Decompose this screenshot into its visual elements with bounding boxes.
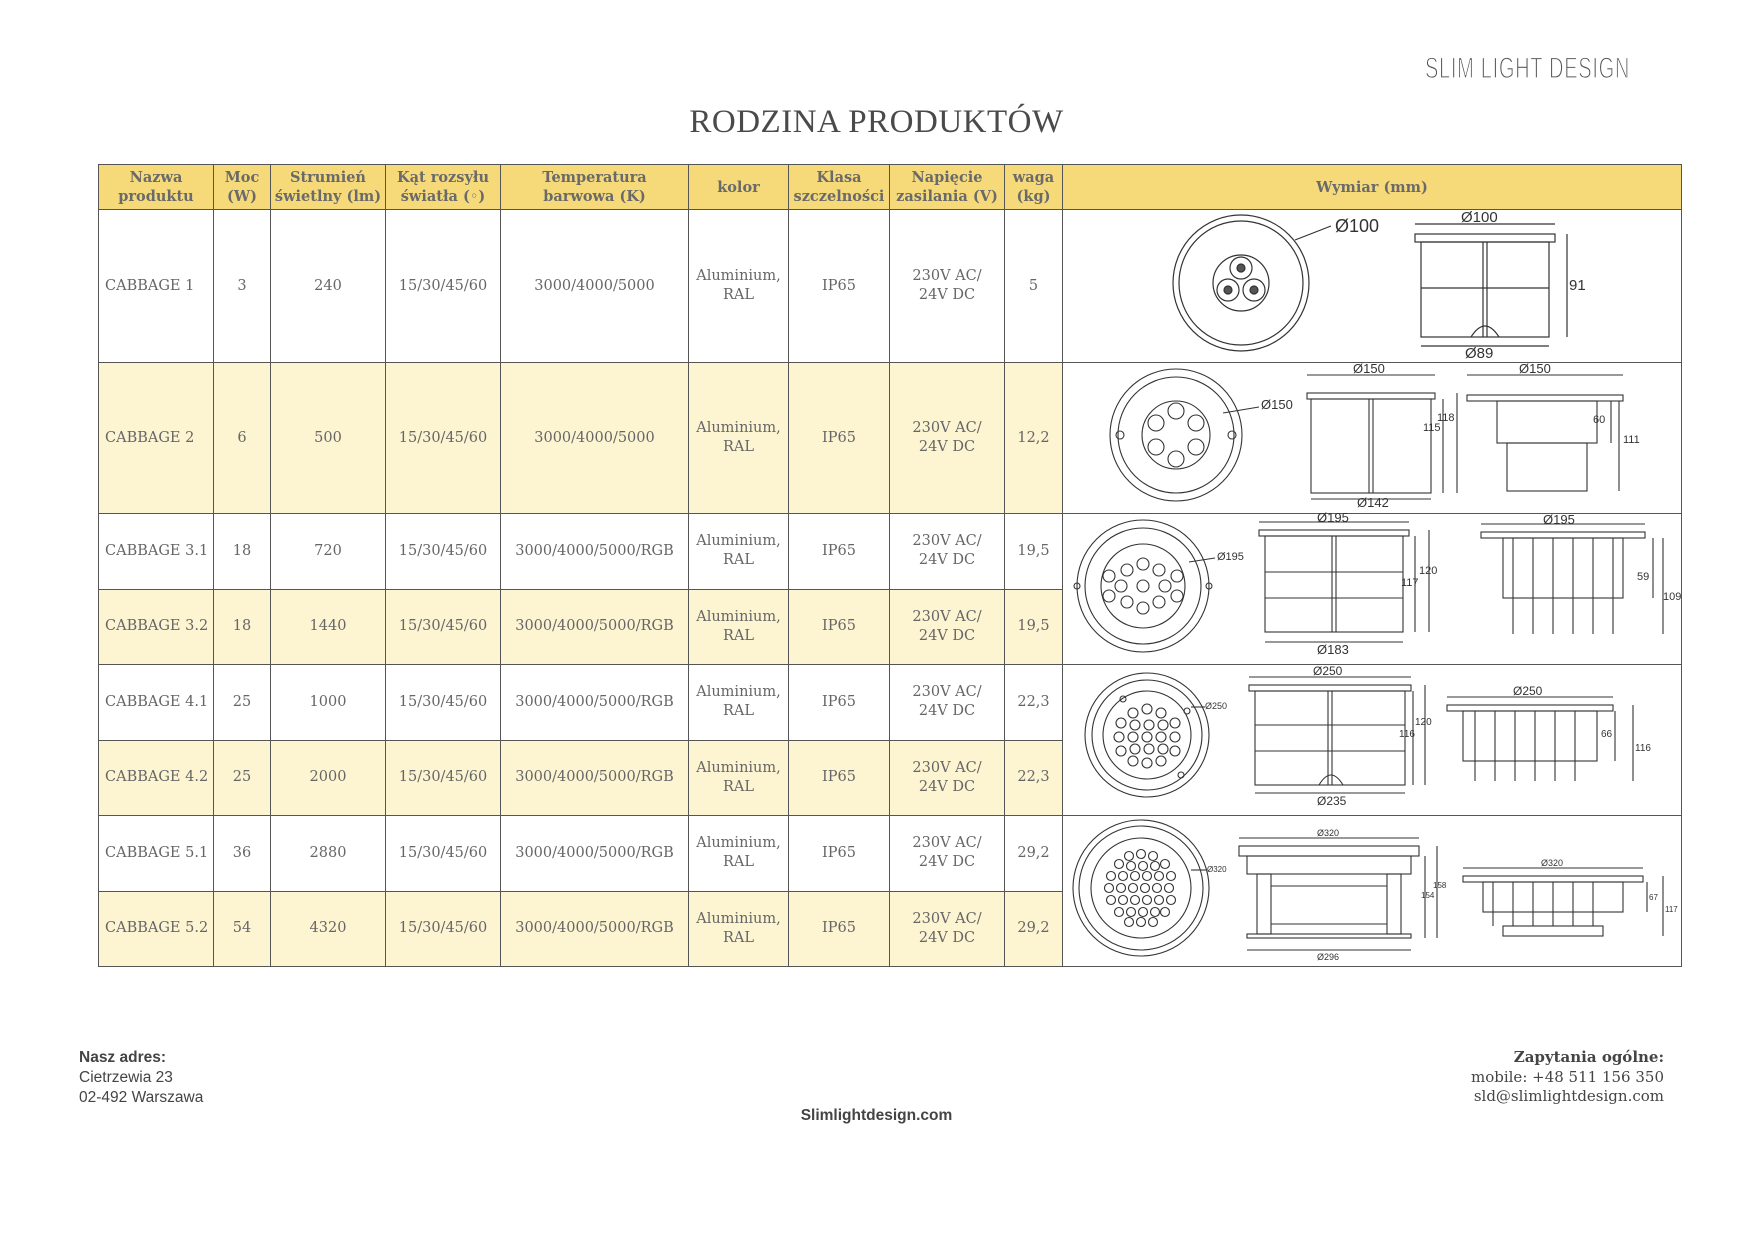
- header-power: Moc (W): [214, 165, 271, 210]
- svg-text:Ø250: Ø250: [1313, 664, 1343, 678]
- table-row: [99, 665, 1682, 741]
- svg-text:111: 111: [1623, 434, 1640, 446]
- table-row: [99, 363, 1682, 514]
- svg-text:Ø89: Ø89: [1465, 345, 1494, 362]
- cell-temperature: 3000/4000/5000/RGB: [501, 514, 689, 590]
- brand-logo: [1425, 42, 1635, 90]
- header-angle: Kąt rozsyłu światła (◦): [386, 165, 501, 210]
- cell-power: 36: [214, 816, 271, 892]
- cell-ip-class: IP65: [789, 740, 890, 816]
- svg-text:Ø320: Ø320: [1541, 858, 1564, 868]
- cell-angle: 15/30/45/60: [386, 363, 501, 514]
- cell-flux: 2880: [271, 816, 386, 892]
- cell-temperature: 3000/4000/5000/RGB: [501, 816, 689, 892]
- cell-temperature: 3000/4000/5000: [501, 210, 689, 363]
- svg-text:118: 118: [1437, 412, 1455, 424]
- cell-voltage: 230V AC/ 24V DC: [890, 816, 1005, 892]
- cell-power: 6: [214, 363, 271, 514]
- table-row: [99, 210, 1682, 363]
- svg-text:116: 116: [1635, 743, 1651, 754]
- cell-ip-class: IP65: [789, 665, 890, 741]
- header-flux: Strumień świetlny (lm): [271, 165, 386, 210]
- cell-angle: 15/30/45/60: [386, 816, 501, 892]
- cell-name: CABBAGE 2: [99, 363, 214, 514]
- cell-color: Aluminium, RAL: [689, 210, 789, 363]
- cell-angle: 15/30/45/60: [386, 589, 501, 665]
- table-row: [99, 514, 1682, 590]
- svg-text:Ø142: Ø142: [1357, 495, 1389, 510]
- cell-angle: 15/30/45/60: [386, 740, 501, 816]
- technical-drawing: [1063, 510, 1682, 658]
- cell-color: Aluminium, RAL: [689, 514, 789, 590]
- cell-weight: 19,5: [1005, 589, 1063, 665]
- header-ip-class: Klasa szczelności: [789, 165, 890, 210]
- cell-name: CABBAGE 3.1: [99, 514, 214, 590]
- cell-name: CABBAGE 1: [99, 210, 214, 363]
- header-voltage: Napięcie zasilania (V): [890, 165, 1005, 210]
- cell-name: CABBAGE 4.1: [99, 665, 214, 741]
- cell-temperature: 3000/4000/5000/RGB: [501, 665, 689, 741]
- contact-heading: Zapytania ogólne:: [1513, 1048, 1664, 1066]
- header-name: Nazwa produktu: [99, 165, 214, 210]
- brand-logo-text: SLIM LIGHT DESIGN: [1425, 52, 1630, 85]
- cell-color: Aluminium, RAL: [689, 363, 789, 514]
- cell-weight: 22,3: [1005, 740, 1063, 816]
- svg-text:120: 120: [1415, 717, 1432, 728]
- technical-drawing: [1063, 361, 1681, 510]
- cell-color: Aluminium, RAL: [689, 665, 789, 741]
- cell-power: 3: [214, 210, 271, 363]
- svg-text:Ø100: Ø100: [1461, 209, 1498, 226]
- cell-angle: 15/30/45/60: [386, 665, 501, 741]
- cell-flux: 2000: [271, 740, 386, 816]
- cell-voltage: 230V AC/ 24V DC: [890, 891, 1005, 967]
- cell-weight: 29,2: [1005, 816, 1063, 892]
- cell-voltage: 230V AC/ 24V DC: [890, 363, 1005, 514]
- cell-temperature: 3000/4000/5000/RGB: [501, 891, 689, 967]
- svg-text:Ø250: Ø250: [1513, 684, 1543, 698]
- website-link[interactable]: Slimlightdesign.com: [800, 1107, 953, 1124]
- svg-text:Ø150: Ø150: [1353, 361, 1385, 376]
- cell-voltage: 230V AC/ 24V DC: [890, 210, 1005, 363]
- cell-name: CABBAGE 5.2: [99, 891, 214, 967]
- svg-text:Ø320: Ø320: [1207, 865, 1227, 874]
- page-title: RODZINA PRODUKTÓW: [689, 104, 1064, 140]
- svg-text:60: 60: [1593, 414, 1606, 426]
- cell-name: CABBAGE 5.1: [99, 816, 214, 892]
- cell-color: Aluminium, RAL: [689, 589, 789, 665]
- svg-text:Ø195: Ø195: [1217, 551, 1244, 563]
- svg-text:Ø250: Ø250: [1205, 701, 1228, 711]
- header-color: kolor: [689, 165, 789, 210]
- email-link[interactable]: sld@slimlightdesign.com: [1473, 1087, 1664, 1105]
- svg-text:Ø195: Ø195: [1543, 512, 1575, 527]
- phone-number[interactable]: mobile: +48 511 156 350: [1470, 1067, 1664, 1086]
- svg-text:Ø150: Ø150: [1261, 397, 1293, 412]
- address-line: Cietrzewia 23: [79, 1069, 173, 1086]
- cell-temperature: 3000/4000/5000/RGB: [501, 740, 689, 816]
- svg-text:117: 117: [1665, 905, 1678, 914]
- technical-drawing: [1063, 665, 1681, 809]
- svg-text:Ø150: Ø150: [1519, 361, 1551, 376]
- cell-flux: 4320: [271, 891, 386, 967]
- cell-flux: 1440: [271, 589, 386, 665]
- address-line: 02-492 Warszawa: [79, 1089, 204, 1106]
- cell-color: Aluminium, RAL: [689, 816, 789, 892]
- table-row: [99, 816, 1682, 892]
- cell-angle: 15/30/45/60: [386, 891, 501, 967]
- cell-color: Aluminium, RAL: [689, 891, 789, 967]
- svg-text:Ø195: Ø195: [1317, 510, 1349, 525]
- svg-text:116: 116: [1399, 729, 1415, 740]
- cell-ip-class: IP65: [789, 589, 890, 665]
- svg-text:154: 154: [1421, 891, 1435, 900]
- cell-angle: 15/30/45/60: [386, 210, 501, 363]
- cell-weight: 22,3: [1005, 665, 1063, 741]
- dimension-drawing-cabbage-4: [1063, 665, 1682, 816]
- cell-angle: 15/30/45/60: [386, 514, 501, 590]
- svg-text:Ø320: Ø320: [1317, 828, 1340, 838]
- svg-text:109: 109: [1663, 591, 1682, 603]
- cell-power: 54: [214, 891, 271, 967]
- cell-weight: 12,2: [1005, 363, 1063, 514]
- cell-flux: 240: [271, 210, 386, 363]
- svg-text:59: 59: [1637, 571, 1650, 583]
- header-temperature: Temperatura barwowa (K): [501, 165, 689, 210]
- cell-temperature: 3000/4000/5000: [501, 363, 689, 514]
- dimension-drawing-cabbage-1: [1063, 210, 1682, 363]
- header-weight: waga (kg): [1005, 165, 1063, 210]
- svg-text:67: 67: [1649, 893, 1658, 902]
- cell-power: 25: [214, 740, 271, 816]
- cell-color: Aluminium, RAL: [689, 740, 789, 816]
- cell-name: CABBAGE 3.2: [99, 589, 214, 665]
- svg-text:158: 158: [1433, 881, 1447, 890]
- cell-flux: 500: [271, 363, 386, 514]
- svg-text:Ø235: Ø235: [1317, 794, 1347, 808]
- technical-drawing: [1063, 209, 1681, 362]
- cell-weight: 29,2: [1005, 891, 1063, 967]
- header-dimensions: Wymiar (mm): [1063, 165, 1682, 210]
- cell-ip-class: IP65: [789, 514, 890, 590]
- svg-text:120: 120: [1419, 565, 1438, 577]
- svg-text:Ø183: Ø183: [1317, 642, 1349, 657]
- dimension-drawing-cabbage-5: [1063, 816, 1682, 967]
- cell-voltage: 230V AC/ 24V DC: [890, 589, 1005, 665]
- cell-power: 18: [214, 514, 271, 590]
- cell-voltage: 230V AC/ 24V DC: [890, 514, 1005, 590]
- cell-voltage: 230V AC/ 24V DC: [890, 740, 1005, 816]
- cell-power: 25: [214, 665, 271, 741]
- cell-voltage: 230V AC/ 24V DC: [890, 665, 1005, 741]
- dimension-drawing-cabbage-3: [1063, 510, 1682, 665]
- address-block: [79, 1048, 203, 1108]
- product-table: [98, 164, 1682, 967]
- svg-text:66: 66: [1601, 729, 1613, 740]
- cell-temperature: 3000/4000/5000/RGB: [501, 589, 689, 665]
- cell-weight: 5: [1005, 210, 1063, 363]
- cell-ip-class: IP65: [789, 210, 890, 363]
- contact-block: [1471, 1048, 1664, 1107]
- cell-ip-class: IP65: [789, 816, 890, 892]
- cell-ip-class: IP65: [789, 891, 890, 967]
- svg-text:91: 91: [1569, 277, 1586, 294]
- dimension-drawing-cabbage-2: [1063, 363, 1682, 514]
- svg-text:115: 115: [1423, 422, 1441, 434]
- technical-drawing: [1063, 816, 1681, 960]
- cell-flux: 1000: [271, 665, 386, 741]
- cell-name: CABBAGE 4.2: [99, 740, 214, 816]
- svg-text:Ø100: Ø100: [1335, 216, 1380, 236]
- cell-power: 18: [214, 589, 271, 665]
- cell-ip-class: IP65: [789, 363, 890, 514]
- table-header-row: [99, 165, 1682, 210]
- cell-weight: 19,5: [1005, 514, 1063, 590]
- cell-flux: 720: [271, 514, 386, 590]
- svg-text:117: 117: [1401, 577, 1419, 589]
- address-heading: Nasz adres:: [79, 1049, 167, 1066]
- svg-text:Ø296: Ø296: [1317, 952, 1340, 962]
